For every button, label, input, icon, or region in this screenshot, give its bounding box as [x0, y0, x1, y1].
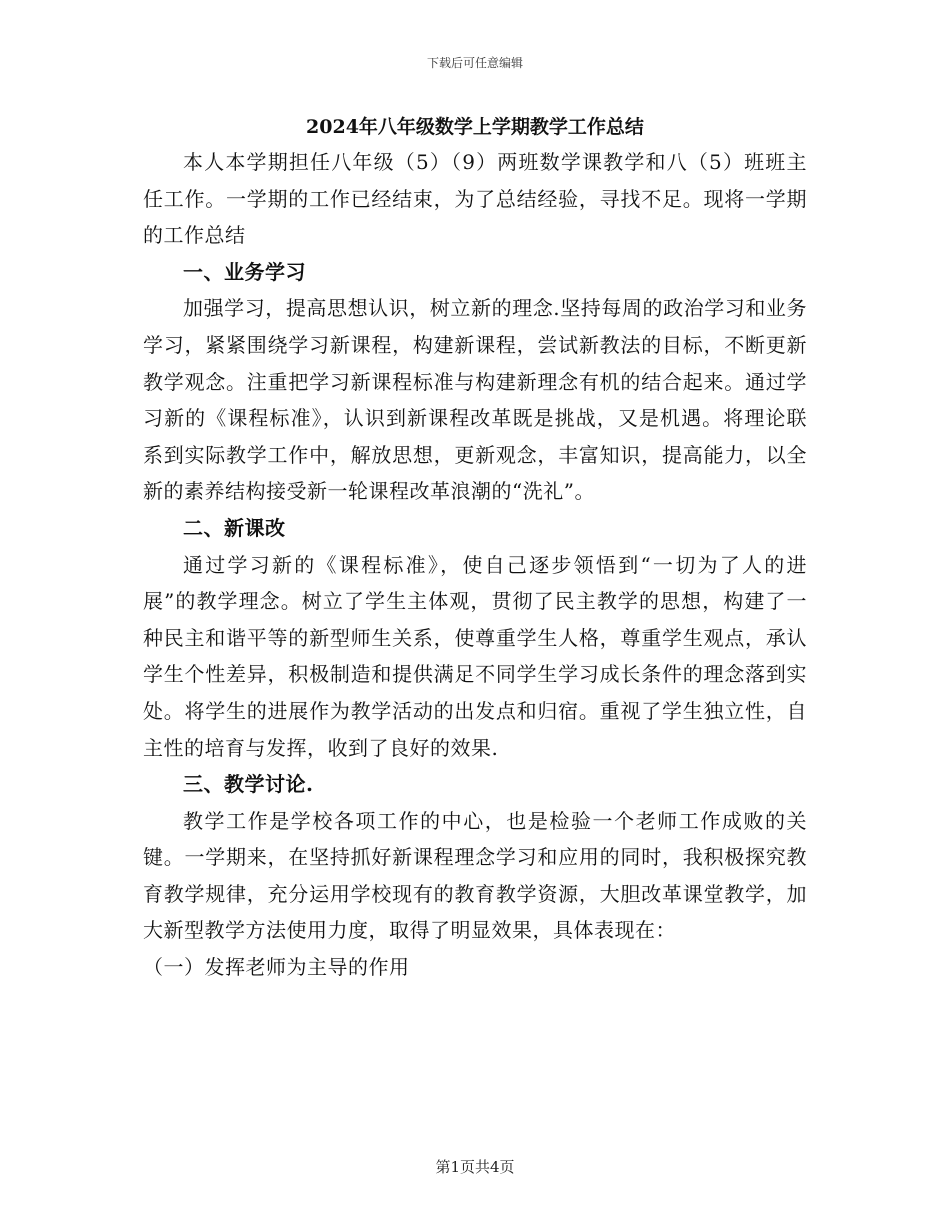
section-body-1: 加强学习，提高思想认识，树立新的理念.坚持每周的政治学习和业务学习，紧紧围绕学习新课程，构建新课程，尝试新教法的目标，不断更新教学观念。注重把学习新课程标准与构建新理念有机的结合起来。通过学习新的《课程标准》，认识到新课程改革既是挑战，又是机遇。将理论联系到实际教学工作中，解放思想，更新观念，丰富知识，提高能力，以全新的素养结构接受新一轮课程改革浪潮的“洗礼”。: [143, 296, 807, 504]
section-body-3: 教学工作是学校各项工作的中心，也是检验一个老师工作成败的关键。一学期来，在坚持抓好新课程理念学习和应用的同时，我积极探究教育教学规律，充分运用学校现有的教育教学资源，大胆改革课堂教学，加大新型教学方法使用力度，取得了明显效果，具体表现在：: [143, 808, 807, 943]
subheading: （一）发挥老师为主导的作用: [143, 955, 410, 980]
document-title: 2024年八年级数学上学期教学工作总结: [306, 116, 644, 138]
section-heading-3: 三、教学讨论.: [183, 772, 314, 797]
section-heading-2: 二、新课改: [183, 515, 286, 540]
document-body: [143, 112, 807, 986]
section-body-2: 通过学习新的《课程标准》，使自己逐步领悟到“一切为了人的进展”的教学理念。树立了学生主体观，贯彻了民主教学的思想，构建了一种民主和谐平等的新型师生关系，使尊重学生人格，尊重学生观点，承认学生个性差异，积极制造和提供满足不同学生学习成长条件的理念落到实处。将学生的进展作为教学活动的出发点和归宿。重视了学生独立性，自主性的培育与发挥，收到了良好的效果.: [143, 552, 807, 760]
intro-paragraph: 本人本学期担任八年级（5）（9）两班数学课教学和八（5）班班主任工作。一学期的工作已经结束，为了总结经验，寻找不足。现将一学期的工作总结: [143, 150, 807, 248]
page-number-footer: 第1页共4页: [435, 1158, 515, 1176]
section-heading-1: 一、业务学习: [183, 259, 306, 284]
header-note: 下载后可任意编辑: [426, 56, 523, 70]
